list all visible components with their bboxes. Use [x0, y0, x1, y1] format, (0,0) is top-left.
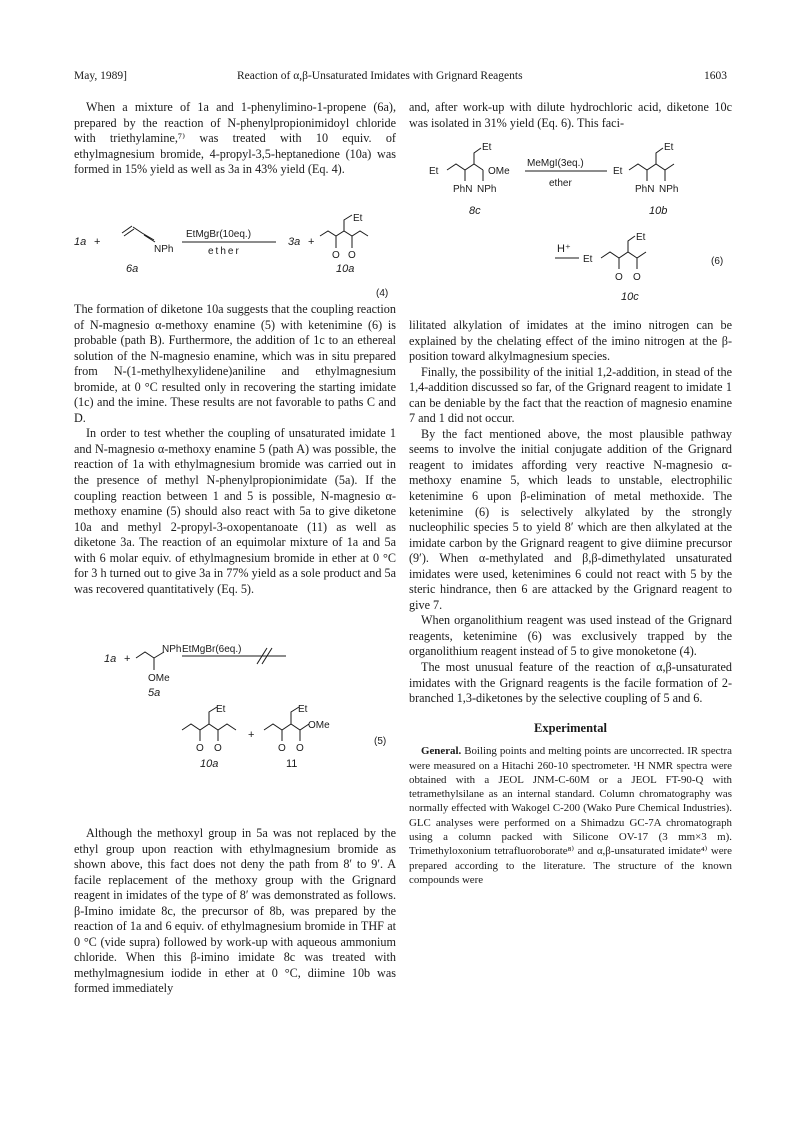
eq5-plus-2: + — [248, 729, 255, 741]
general-text: Boiling points and melting points are uncorrected. IR spectra were measured on a Hitachi 260-10 spectrometer. ¹H NMR spectra were obtained with a JEOL JNM-C-60M or a JEOL FT-90-Q with tetramethylsilane as an internal standard. Column chromatography was normally effected with Wakogel C-200 (Wako Pure Chemical Industries). GLC analyses were performed on a Shimadzu GC-7A chromatograph using a column packed with Silicone OV-17 (3 mm×3 m). Trimethyloxonium tetrafluoroborate⁸⁾ and α,β-unsaturated imidate⁴⁾ were prepared according to the literature. The structure of the known compounds were — [409, 745, 732, 886]
eq4-product-3a: 3a — [288, 236, 301, 248]
paragraph-text: When a mixture of 1a and 1-phenylimino-1-propene (6a), prepared by the reaction of N-phenylpropionimidoyl chloride with triethylamine,⁷⁾ was treated with 10 equiv. of ethylmagnesium bromide, 4-propyl-3,5-heptanedione (10a) was formed in 15% yield as well as 3a in 43% yield (Eq. 4). — [74, 100, 396, 177]
eq5-o-4: O — [296, 743, 304, 754]
eq6-reagent: MeMgI(3eq.) — [527, 158, 584, 169]
eq4-6a-structure — [122, 226, 155, 242]
eq5-10a-structure — [182, 707, 236, 741]
eq5-o-2: O — [214, 743, 222, 754]
left-paragraph-4 — [74, 826, 396, 997]
eq6-o-2: O — [633, 272, 641, 283]
page-number: 1603 — [704, 70, 727, 82]
eq6-label-10b: 10b — [649, 205, 668, 217]
paragraph-text: Although the methoxyl group in 5a was not replaced by the ethyl group upon reaction with ethylmagnesium bromide as shown above, this fact does not deny the path from 8′ to 9′. A facile replacement of the methoxy group with the Grignard reagent in imidates of the type of 8′ was demonstrated as follows. β-Imino imidate 8c, the precursor of 8b, was prepared by the reaction of 1a and 6 equiv. of ethylmagnesium bromide in THF at 0 °C (vide supra) followed by work-up with aqueous ammonium chloride. When this β-imino imidate 8c was treated with methylmagnesium iodide in ether at 0 °C, diimine 10b was formed immediately — [74, 826, 396, 996]
equation-4-scheme — [74, 208, 396, 298]
eq4-label-6a: 6a — [126, 263, 139, 275]
eq6-label-8c: 8c — [469, 205, 481, 217]
eq5-nph: NPh — [162, 644, 182, 655]
eq4-plus-2: + — [308, 236, 315, 248]
eq4-solvent: ether — [208, 246, 241, 257]
eq5-ome-2: OMe — [308, 720, 330, 731]
running-head-date: May, 1989] — [74, 70, 127, 82]
eq6-phn-2: PhN — [635, 184, 655, 195]
paragraph-text: Finally, the possibility of the initial 1,2-addition, in stead of the 1,4-addition discussed so far, of the Grignard reagent to imidate 1 can be deniable by the fact that the reaction of magnesio enamine 7 and 1 did not occur. — [409, 364, 732, 426]
eq6-et-left-2: Et — [613, 166, 623, 177]
equation-6-scheme — [409, 136, 732, 314]
paragraph-text: In order to test whether the coupling of unsaturated imidate 1 and N-magnesio α-methoxy enamine 5 (path A) was possible, the reaction of 1a with ethylmagnesium bromide was carried out in the presence of methyl N-phenylpropionimidate (5a). If the coupling reaction between 1 and 5 is possible, N-magnesio α-methoxy enamine (5) should also react with 5a to give diketone 10a and methyl 2-propyl-3-oxopentanoate (11) as well as diketone 3a. The reaction of an equimolar mixture of 1a and 5a with 6 molar equiv. of ethylmagnesium bromide in ether at 0 °C for 3 h turned out to give 3a in 77% yield as a sole product and 5a was recovered quantitatively (Eq. 5). — [74, 426, 396, 596]
eq6-solvent: ether — [549, 178, 572, 189]
eq4-et: Et — [353, 213, 363, 224]
eq6-nph-2: NPh — [659, 184, 679, 195]
eq4-nph: NPh — [154, 244, 174, 255]
paragraph-text: lilitated alkylation of imidates at the imino nitrogen can be explained by the chelating effect of the imino nitrogen at the β-position toward alkylmagnesium species. — [409, 318, 732, 364]
eq6-et-top-2: Et — [664, 142, 674, 153]
eq6-phn: PhN — [453, 184, 473, 195]
paragraph-text: By the fact mentioned above, the most plausible pathway seems to involve the initial conjugate addition of the Grignard reagent to imidates affording very reactive N-magnesio α-methoxy enamine 5, which leads to unstable, electrophilic ketenimine 6 upon β-elimination of metal methoxide. The ketenimine (6) is selectively alkylated by the strongly nucleophilic species 5 to yield 8′ which are then alkylated at the imidate carbon by the Grignard reagent to give diimine precursor (9′). When α-methylated and β,β-dimethylated unsaturated imidates were used, ketenimines 6 could not react with 5 by the steric hindrance, then 6 are attacked by the Grignard reagent to give 7. — [409, 426, 732, 612]
eq5-o-3: O — [278, 743, 286, 754]
eq6-8c-structure — [447, 148, 483, 181]
eq6-et-top: Et — [482, 142, 492, 153]
eq4-number: (4) — [376, 288, 389, 298]
eq6-number: (6) — [711, 256, 724, 267]
left-paragraph-1 — [74, 100, 396, 178]
equation-5-scheme — [74, 640, 396, 778]
eq6-ome: OMe — [488, 166, 510, 177]
eq6-et-3: Et — [583, 254, 593, 265]
left-paragraphs-2-3 — [74, 302, 396, 597]
eq4-reagent: EtMgBr(10eq.) — [186, 229, 252, 240]
running-head-title: Reaction of α,β-Unsaturated Imidates with Grignard Reagents — [237, 70, 523, 82]
right-paragraphs — [409, 318, 732, 887]
eq6-et-4: Et — [636, 232, 646, 243]
eq5-et-2: Et — [298, 704, 308, 715]
eq5-5a-structure — [136, 652, 164, 670]
general-paragraph — [409, 744, 732, 887]
paragraph-text: When organolithium reagent was used instead of the Grignard reagents, ketenimine (6) was exclusively trapped by the organolithium reagent instead of 5 to give monoketone (4). — [409, 613, 732, 659]
eq4-o1: O — [332, 250, 340, 261]
eq5-label-5a: 5a — [148, 687, 161, 699]
eq4-reactant-1a: 1a — [74, 236, 87, 248]
eq5-reactant-1a: 1a — [104, 653, 117, 665]
eq5-number: (5) — [374, 736, 387, 747]
eq5-o-1: O — [196, 743, 204, 754]
eq4-plus: + — [94, 236, 101, 248]
eq4-label-10a: 10a — [336, 263, 355, 275]
eq5-et-1: Et — [216, 704, 226, 715]
eq6-label-10c: 10c — [621, 291, 639, 303]
eq5-reagent: EtMgBr(6eq.) — [182, 644, 242, 655]
eq4-o2: O — [348, 250, 356, 261]
eq5-label-10a: 10a — [200, 758, 219, 770]
eq5-label-11: 11 — [286, 758, 298, 770]
eq6-et-left: Et — [429, 166, 439, 177]
eq6-o-1: O — [615, 272, 623, 283]
eq5-ome: OMe — [148, 673, 170, 684]
paragraph-text: The most unusual feature of the reaction of α,β-unsaturated imidates with the Grignard reagents is the facile formation of 2-branched 1,3-diketones by the selective coupling of 5 and 6. — [409, 660, 732, 706]
general-heading: General. — [421, 745, 462, 758]
paragraph-text: The formation of diketone 10a suggests that the coupling reaction of N-magnesio α-methoxy enamine (5) with ketenimine (6) is probable (path B). Furthermore, the addition of 1c to an ethereal solution of the N-magnesio enamine, which was in situ prepared from N-(1-methylhexylidene)aniline and ethylmagnesium bromide, at 0 °C resulted only in recovering the starting imidate (1c) and the imine. These results are not favorable to paths C and D. — [74, 302, 396, 425]
right-paragraph-1a — [409, 100, 732, 131]
eq6-nph: NPh — [477, 184, 497, 195]
eq5-plus: + — [124, 653, 131, 665]
paragraph-text: and, after work-up with dilute hydrochloric acid, diketone 10c was isolated in 31% yield (Eq. 6). This faci- — [409, 100, 732, 130]
eq6-hplus: H⁺ — [557, 243, 571, 255]
section-heading-experimental: Experimental — [534, 720, 607, 735]
